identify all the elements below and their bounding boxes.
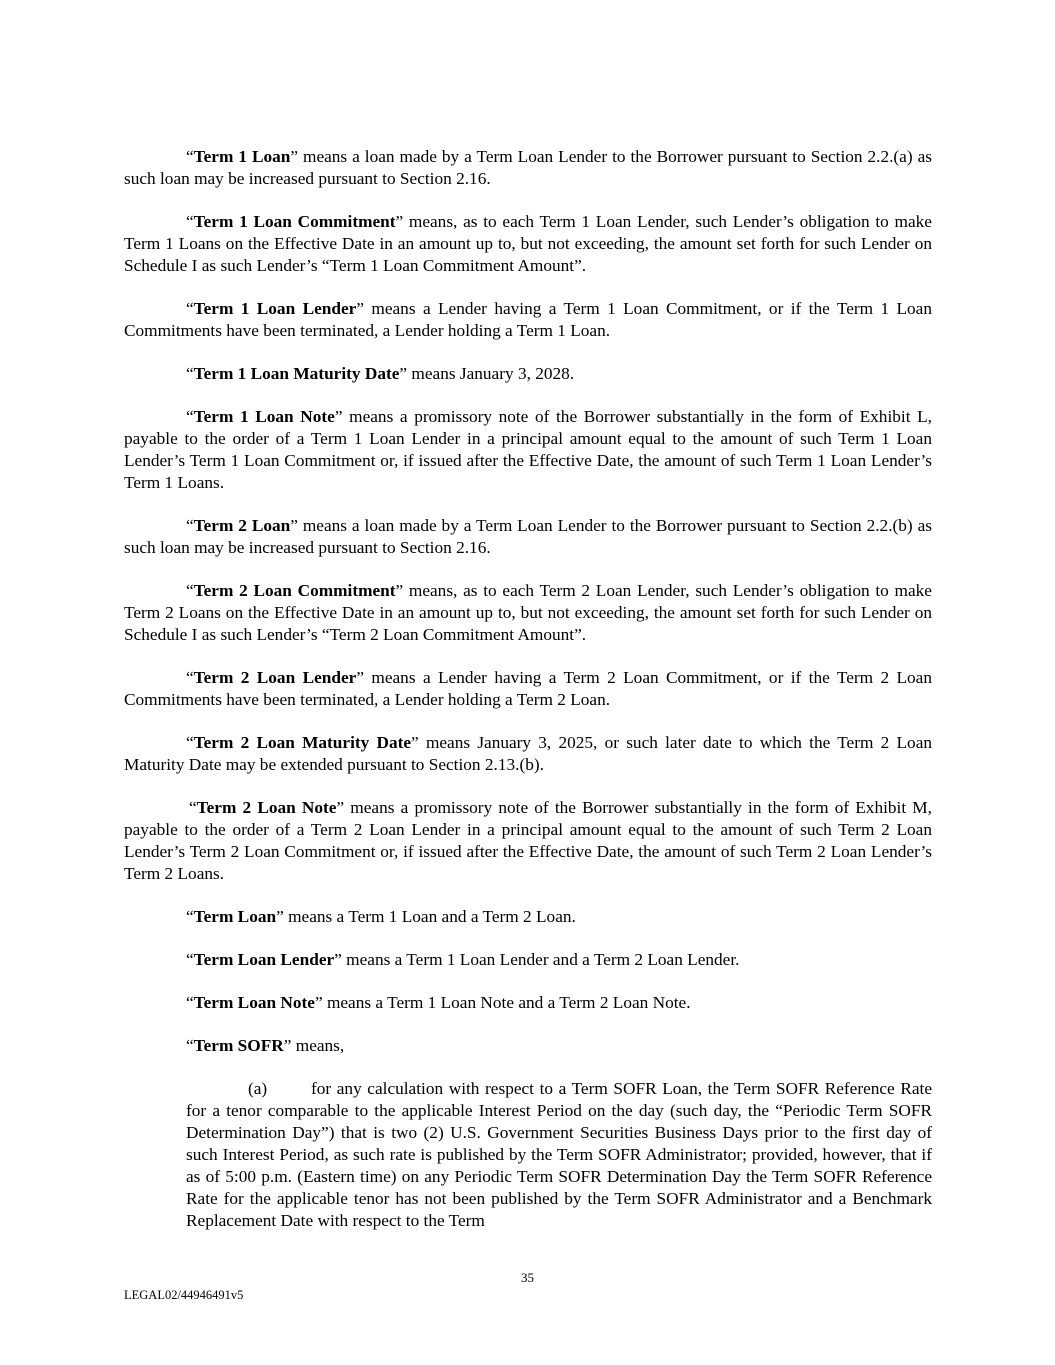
definition-term-1-loan-lender: “Term 1 Loan Lender” means a Lender having a Term 1 Loan Commitment, or if the Term 1 Loan Commitments have been terminated, a Lender holding a Term 1 Loan. [124, 299, 932, 340]
definition-text: means, [291, 1036, 345, 1055]
definition-term-sofr: “Term SOFR” means, [186, 1036, 345, 1055]
definition-term-loan: “Term Loan” means a Term 1 Loan and a Term 2 Loan. [186, 907, 576, 926]
defined-term: Term Loan Lender [193, 950, 335, 969]
defined-term: Term 2 Loan Commitment [193, 581, 396, 600]
definition-text: means January 3, 2028. [407, 364, 575, 383]
defined-term: Term 1 Loan Lender [193, 299, 357, 318]
definition-text: means a Lender having a Term 1 Loan Commitment, or if the Term 1 Loan Commitments have been terminated, a Lender holding a Term 1 Loan. [124, 299, 932, 340]
defined-term: Term SOFR [193, 1036, 284, 1055]
definition-term-2-loan-lender: “Term 2 Loan Lender” means a Lender having a Term 2 Loan Commitment, or if the Term 2 Loan Commitments have been terminated, a Lender holding a Term 2 Loan. [124, 668, 932, 709]
definition-text: means a Term 1 Loan Lender and a Term 2 Loan Lender. [341, 950, 740, 969]
definition-term-1-loan-note: “Term 1 Loan Note” means a promissory note of the Borrower substantially in the form of Exhibit L, payable to the order of a Term 1 Loan Lender in a principal amount equal to the amount of such Term 1 Loan Lender’s Term 1 Loan Commitment or, if issued after the Effective Date, the amount of such Term 1 Loan Lender’s Term 1 Loans. [124, 407, 932, 492]
defined-term: Term Loan [193, 907, 277, 926]
definition-term-loan-lender: “Term Loan Lender” means a Term 1 Loan Lender and a Term 2 Loan Lender. [186, 950, 740, 969]
defined-term: Term 2 Loan Note [196, 798, 337, 817]
definition-term-2-loan: “Term 2 Loan” means a loan made by a Term Loan Lender to the Borrower pursuant to Section 2.2.(b) as such loan may be increased pursuant to Section 2.16. [124, 516, 932, 557]
defined-term: Term 1 Loan Maturity Date [193, 364, 400, 383]
definition-text: means a Term 1 Loan and a Term 2 Loan. [283, 907, 576, 926]
defined-term: Term 2 Loan Lender [193, 668, 357, 687]
definition-text: means a loan made by a Term Loan Lender to the Borrower pursuant to Section 2.2.(b) as such loan may be increased pursuant to Section 2.16. [124, 516, 932, 557]
definition-text: means, as to each Term 2 Loan Lender, such Lender’s obligation to make Term 2 Loans on the Effective Date in an amount up to, but not exceeding, the amount set forth for such Lender on Schedule I as such Lender’s “Term 2 Loan Commitment Amount”. [124, 581, 932, 644]
subclause-label: (a) [248, 1079, 268, 1098]
definition-text: means a Term 1 Loan Note and a Term 2 Loan Note. [322, 993, 691, 1012]
document-body [124, 146, 932, 1232]
subclause-text: for any calculation with respect to a Term SOFR Loan, the Term SOFR Reference Rate for a tenor comparable to the applicable Interest Period on the day (such day, the “Periodic Term SOFR Determination Day”) that is two (2) U.S. Government Securities Business Days prior to the first day of such Interest Period, as such rate is published by the Term SOFR Administrator; provided, however, that if as of 5:00 p.m. (Eastern time) on any Periodic Term SOFR Determination Day the Term SOFR Reference Rate for the applicable tenor has not been published by the Term SOFR Administrator and a Benchmark Replacement Date with respect to the Term [186, 1079, 932, 1230]
definition-term-2-loan-note: “Term 2 Loan Note” means a promissory note of the Borrower substantially in the form of Exhibit M, payable to the order of a Term 2 Loan Lender in a principal amount equal to the amount of such Term 2 Loan Lender’s Term 2 Loan Commitment or, if issued after the Effective Date, the amount of such Term 2 Loan Lender’s Term 2 Loans. [124, 798, 932, 883]
page-number: 35 [521, 1270, 534, 1285]
definition-text: means a loan made by a Term Loan Lender to the Borrower pursuant to Section 2.2.(a) as such loan may be increased pursuant to Section 2.16. [124, 147, 932, 188]
definition-text: means a Lender having a Term 2 Loan Commitment, or if the Term 2 Loan Commitments have been terminated, a Lender holding a Term 2 Loan. [124, 668, 932, 709]
defined-term: Term 1 Loan Commitment [193, 212, 396, 231]
defined-term: Term 2 Loan Maturity Date [193, 733, 412, 752]
defined-term: Term 2 Loan [193, 516, 291, 535]
defined-term: Term 1 Loan [193, 147, 291, 166]
definition-term-2-loan-maturity-date: “Term 2 Loan Maturity Date” means January 3, 2025, or such later date to which the Term 2 Loan Maturity Date may be extended pursuant to Section 2.13.(b). [124, 733, 933, 774]
definition-text: means, as to each Term 1 Loan Lender, such Lender’s obligation to make Term 1 Loans on the Effective Date in an amount up to, but not exceeding, the amount set forth for such Lender on Schedule I as such Lender’s “Term 1 Loan Commitment Amount”. [124, 212, 932, 275]
definition-term-1-loan-commitment: “Term 1 Loan Commitment” means, as to each Term 1 Loan Lender, such Lender’s obligation to make Term 1 Loans on the Effective Date in an amount up to, but not exceeding, the amount set forth for such Lender on Schedule I as such Lender’s “Term 1 Loan Commitment Amount”. [124, 212, 932, 275]
defined-term: Term Loan Note [193, 993, 315, 1012]
defined-term: Term 1 Loan Note [193, 407, 335, 426]
definition-term-2-loan-commitment: “Term 2 Loan Commitment” means, as to each Term 2 Loan Lender, such Lender’s obligation to make Term 2 Loans on the Effective Date in an amount up to, but not exceeding, the amount set forth for such Lender on Schedule I as such Lender’s “Term 2 Loan Commitment Amount”. [124, 581, 932, 644]
document-id: LEGAL02/44946491v5 [124, 1288, 244, 1302]
definition-text: means a promissory note of the Borrower substantially in the form of Exhibit L, payable to the order of a Term 1 Loan Lender in a principal amount equal to the amount of such Term 1 Loan Lender’s Term 1 Loan Commitment or, if issued after the Effective Date, the amount of such Term 1 Loan Lender’s Term 1 Loans. [124, 407, 932, 492]
definition-term-1-loan: “Term 1 Loan” means a loan made by a Term Loan Lender to the Borrower pursuant to Section 2.2.(a) as such loan may be increased pursuant to Section 2.16. [124, 147, 932, 188]
definition-term-loan-note: “Term Loan Note” means a Term 1 Loan Note and a Term 2 Loan Note. [186, 993, 691, 1012]
definition-term-1-loan-maturity-date: “Term 1 Loan Maturity Date” means January 3, 2028. [186, 364, 575, 383]
definition-text: means January 3, 2025, or such later date to which the Term 2 Loan Maturity Date may be extended pursuant to Section 2.13.(b). [124, 733, 933, 774]
subclause-a [186, 1078, 932, 1232]
definition-text: means a promissory note of the Borrower substantially in the form of Exhibit M, payable to the order of a Term 2 Loan Lender in a principal amount equal to the amount of such Term 2 Loan Lender’s Term 2 Loan Commitment or, if issued after the Effective Date, the amount of such Term 2 Loan Lender’s Term 2 Loans. [124, 798, 932, 883]
